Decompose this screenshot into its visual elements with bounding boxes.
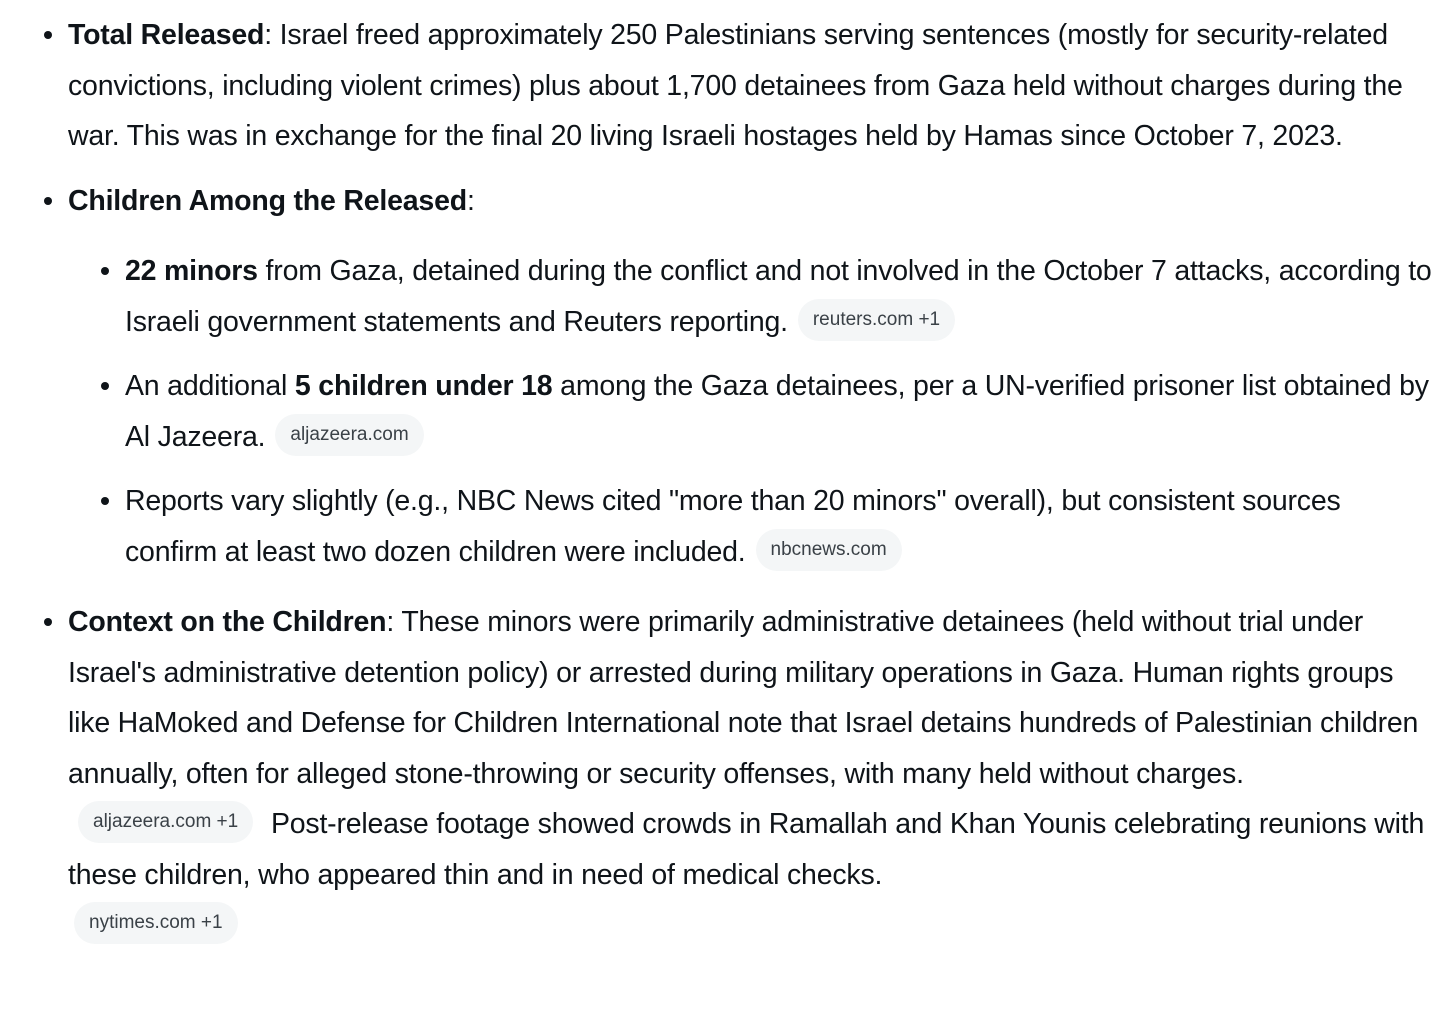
- source-chip-reuters[interactable]: reuters.com +1: [798, 299, 955, 341]
- context-text-1: : These minors were primarily administrative detainees (held without trial under Israel's administrative detention policy) or arrested during military operations in Gaza. Human rights groups like HaMoked and Defense for Children International note that Israel detains hundreds of Palestinian children annually, often for alleged stone-throwing or security offenses, with many held without charges.: [68, 606, 1419, 790]
- context-heading: Context on the Children: [68, 606, 387, 638]
- list-item-children-among-released: [68, 176, 1436, 578]
- sub-item-prefix: An additional: [125, 370, 295, 402]
- children-heading-colon: :: [466, 184, 475, 217]
- total-released-text: : Israel freed approximately 250 Palestinians serving sentences (mostly for security-related convictions, including violent crimes) plus about 1,700 detainees from Gaza held without charges during the war. This was in exchange for the final 20 living Israeli hostages held by Hamas since October 7, 2023.: [68, 19, 1403, 152]
- sub-item-bold: 22 minors: [125, 255, 258, 287]
- sub-item-text: among the Gaza detainees, per a UN-verified prisoner list obtained by Al Jazeera.: [125, 370, 1429, 453]
- sub-item-text: from Gaza, detained during the conflict and not involved in the October 7 attacks, according to Israeli government statements and Reuters reporting.: [125, 255, 1432, 338]
- source-chip-aljazeera-plus[interactable]: aljazeera.com +1: [78, 801, 253, 843]
- source-chip-aljazeera[interactable]: aljazeera.com: [275, 414, 423, 456]
- total-released-heading: Total Released: [68, 19, 265, 51]
- list-item-5-children: [125, 361, 1436, 462]
- list-item-22-minors: [125, 246, 1436, 347]
- source-chip-nbcnews[interactable]: nbcnews.com: [756, 529, 902, 571]
- summary-list: [68, 10, 1436, 951]
- list-item-context-children: [68, 597, 1436, 951]
- context-text-2: Post-release footage showed crowds in Ramallah and Khan Younis celebrating reunions with these children, who appeared thin and in need of medical checks.: [68, 808, 1425, 891]
- list-item-reports-vary: [125, 476, 1436, 577]
- list-item-total-released: [68, 10, 1436, 162]
- source-chip-nytimes[interactable]: nytimes.com +1: [74, 902, 238, 944]
- sub-item-bold: 5 children under 18: [294, 370, 553, 402]
- sub-item-text: Reports vary slightly (e.g., NBC News cited "more than 20 minors" overall), but consistent sources confirm at least two dozen children were included.: [125, 485, 1341, 568]
- children-heading: Children Among the Released: [68, 184, 467, 217]
- children-sublist: [68, 246, 1436, 577]
